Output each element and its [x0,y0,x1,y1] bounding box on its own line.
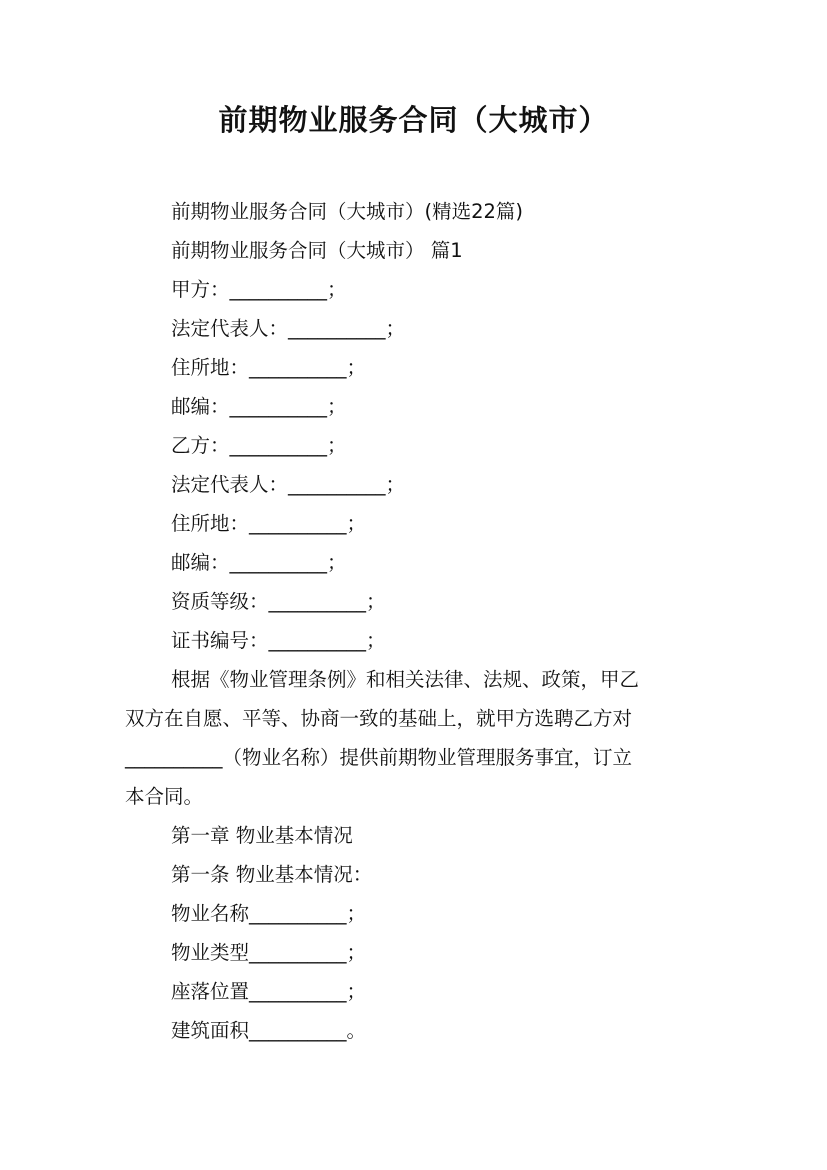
party-a-line: 甲方：__________； [171,278,347,301]
property-name-line: 物业名称__________； [171,902,367,925]
document-title: 前期物业服务合同（大城市） [218,103,609,137]
paragraph-line-1: 根据《物业管理条例》和相关法律、法规、政策，甲乙 [171,668,640,691]
building-area-line: 建筑面积__________。 [171,1019,367,1042]
party-b-address-line: 住所地：__________； [171,512,367,535]
chapter-heading: 第一章 物业基本情况 [171,824,353,847]
property-location-line: 座落位置__________； [171,980,367,1003]
paragraph-line-2: 双方在自愿、平等、协商一致的基础上，就甲方选聘乙方对 [125,707,633,730]
section-heading: 前期物业服务合同（大城市） 篇1 [171,239,463,262]
paragraph-line-3: __________（物业名称）提供前期物业管理服务事宜，订立 [125,746,633,769]
qualification-level-line: 资质等级：__________； [171,590,386,613]
article-heading: 第一条 物业基本情况： [171,863,373,886]
subtitle-line: 前期物业服务合同（大城市）(精选22篇) [171,200,524,223]
party-a-address-line: 住所地：__________； [171,356,367,379]
certificate-number-line: 证书编号：__________； [171,629,386,652]
party-b-postcode-line: 邮编：__________； [171,551,347,574]
party-a-legal-rep-line: 法定代表人：__________； [171,317,406,340]
paragraph-line-4: 本合同。 [125,785,204,808]
party-b-line: 乙方：__________； [171,434,347,457]
document-body [125,192,705,1050]
party-b-legal-rep-line: 法定代表人：__________； [171,473,406,496]
property-type-line: 物业类型__________； [171,941,367,964]
party-a-postcode-line: 邮编：__________； [171,395,347,418]
